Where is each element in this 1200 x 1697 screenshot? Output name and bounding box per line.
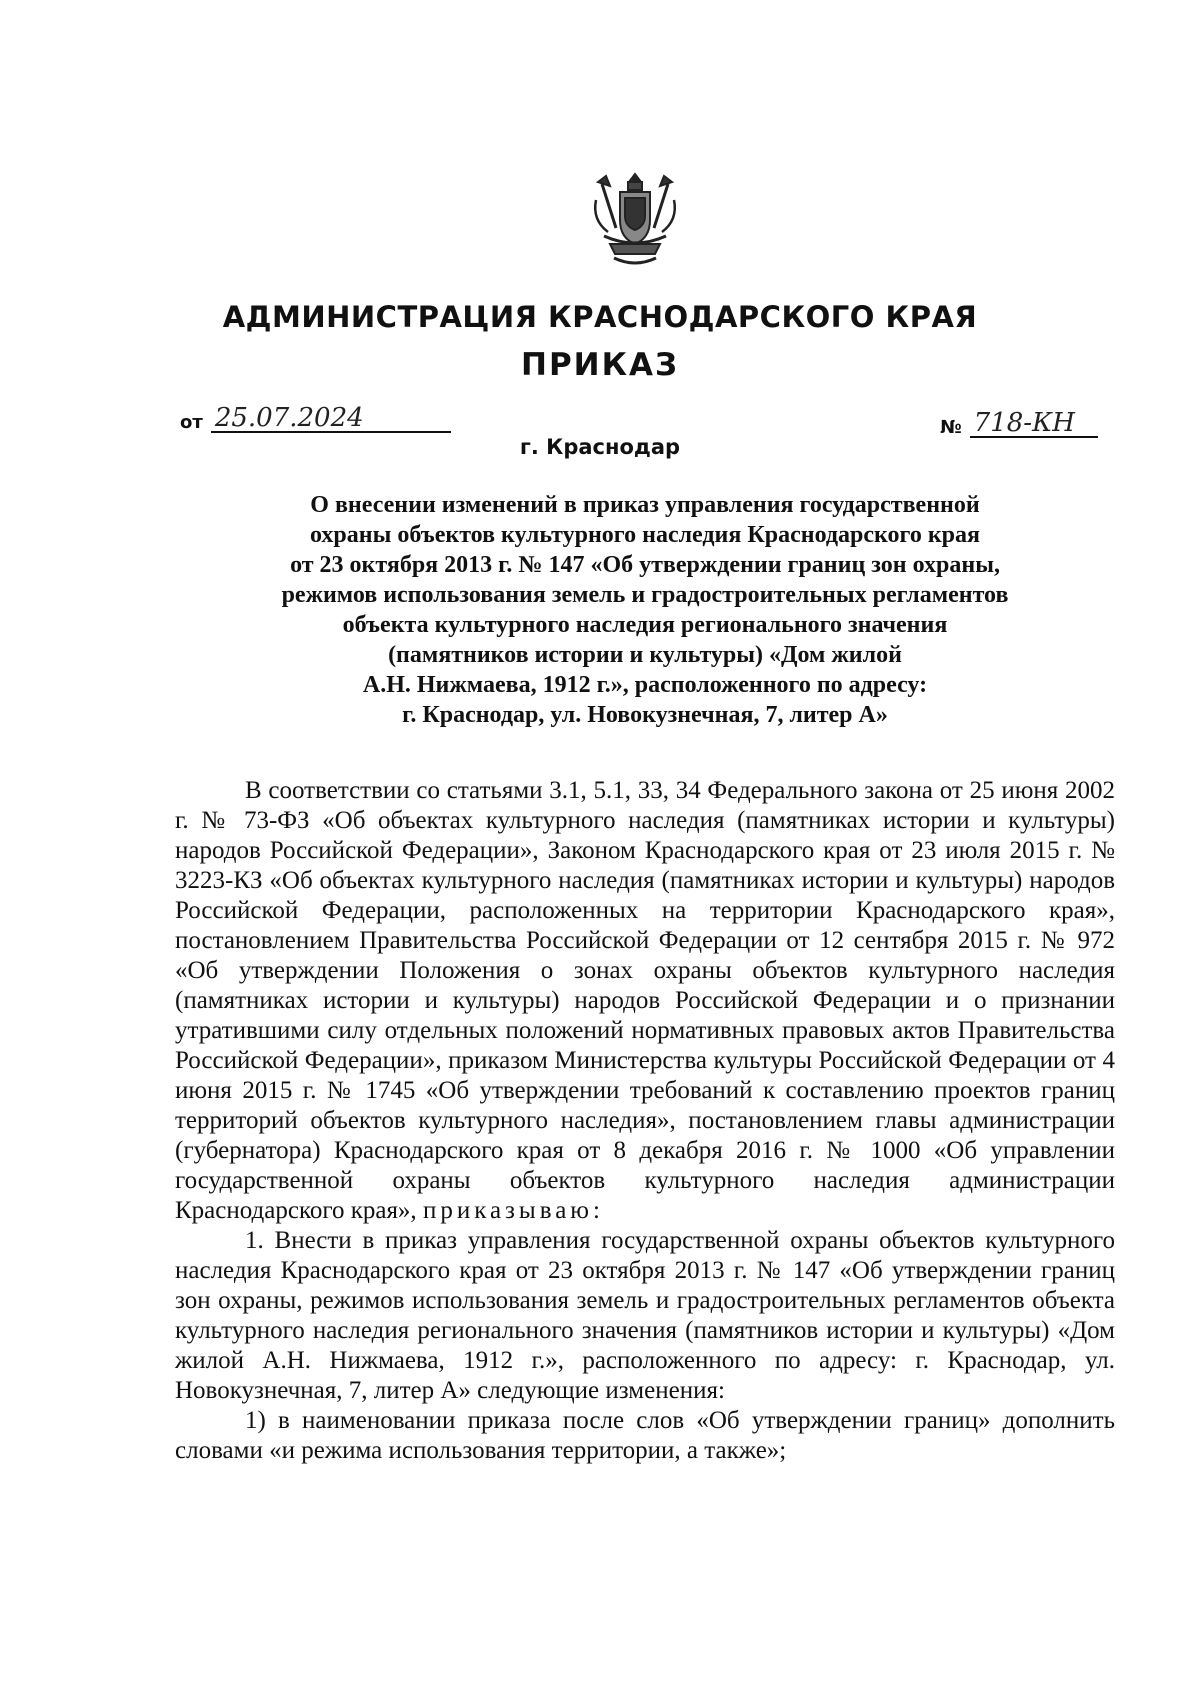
date-line [180,405,451,433]
order-word: приказываю: [422,1197,604,1224]
title-line: (памятников истории и культуры) «Дом жилой [388,642,902,668]
title-line: г. Краснодар, ул. Новокузнечная, 7, литер А» [402,702,888,728]
organization-name: АДМИНИСТРАЦИЯ КРАСНОДАРСКОГО КРАЯ [222,300,978,334]
title-line: А.Н. Нижмаева, 1912 г.», расположенного по адресу: [362,672,928,698]
preamble-paragraph [175,776,1115,1226]
title-line: режимов использования земель и градостроительных регламентов [281,582,1009,608]
item-1-1-paragraph: 1) в наименовании приказа после слов «Об утверждении границ» дополнить словами «и режима использования территории, а также»; [175,1407,1115,1464]
preamble-text: В соответствии со статьями 3.1, 5.1, 33, 34 Федерального закона от 25 июня 2002 г. № 73-ФЗ «Об объектах культурного наследия (памятниках истории и культуры) народов Российской Федерации», Законом Краснодарского края от 23 июля 2015 г. № 3223-КЗ «Об объектах культурного наследия (памятниках истории и культуры) народов Российской Федерации, расположенных на территории Краснодарского края», постановлением Правительства Российской Федерации от 12 сентября 2015 г. № 972 «Об утверждении Положения о зонах охраны объектов культурного наследия (памятниках истории и культуры) народов Российской Федерации и о признании утратившими силу отдельных положений нормативных правовых актов Правительства Российской Федерации», приказом Министерства культуры Российской Федерации от 4 июня 2015 г. № 1745 «Об утверждении требований к составлению проектов границ территорий объектов культурного наследия», постановлением главы администрации (губернатора) Краснодарского края от 8 декабря 2016 г. № 1000 «Об управлении государственной охраны объектов культурного наследия администрации Краснодарского края», [175,777,1115,1224]
document-body [175,776,1115,1466]
date-label: от [180,412,203,433]
document-type: ПРИКАЗ [521,347,679,383]
title-line: объекта культурного наследия регионального значения [342,612,948,638]
title-line: от 23 октября 2013 г. № 147 «Об утверждении границ зон охраны, [290,552,1000,578]
number-line [940,410,1098,438]
document-title [175,490,1115,730]
number-handwritten: 718-КН [970,410,1098,438]
number-label: № [940,417,962,438]
title-line: охраны объектов культурного наследия Краснодарского края [310,522,980,548]
date-handwritten: 25.07.2024 [211,405,451,433]
item-1-paragraph: 1. Внести в приказ управления государственной охраны объектов культурного наследия Краснодарского края от 23 октября 2013 г. № 147 «Об утверждении границ зон охраны, режимов использования земель и градостроительных регламентов объекта культурного наследия регионального значения (памятников истории и культуры) «Дом жилой А.Н. Нижмаева, 1912 г.», расположенного по адресу: г. Краснодар, ул. Новокузнечная, 7, литер А» следующие изменения: [175,1227,1115,1404]
coat-of-arms-emblem [590,170,680,270]
title-line: О внесении изменений в приказ управления государственной [310,492,980,518]
city-line: г. Краснодар [519,435,681,459]
